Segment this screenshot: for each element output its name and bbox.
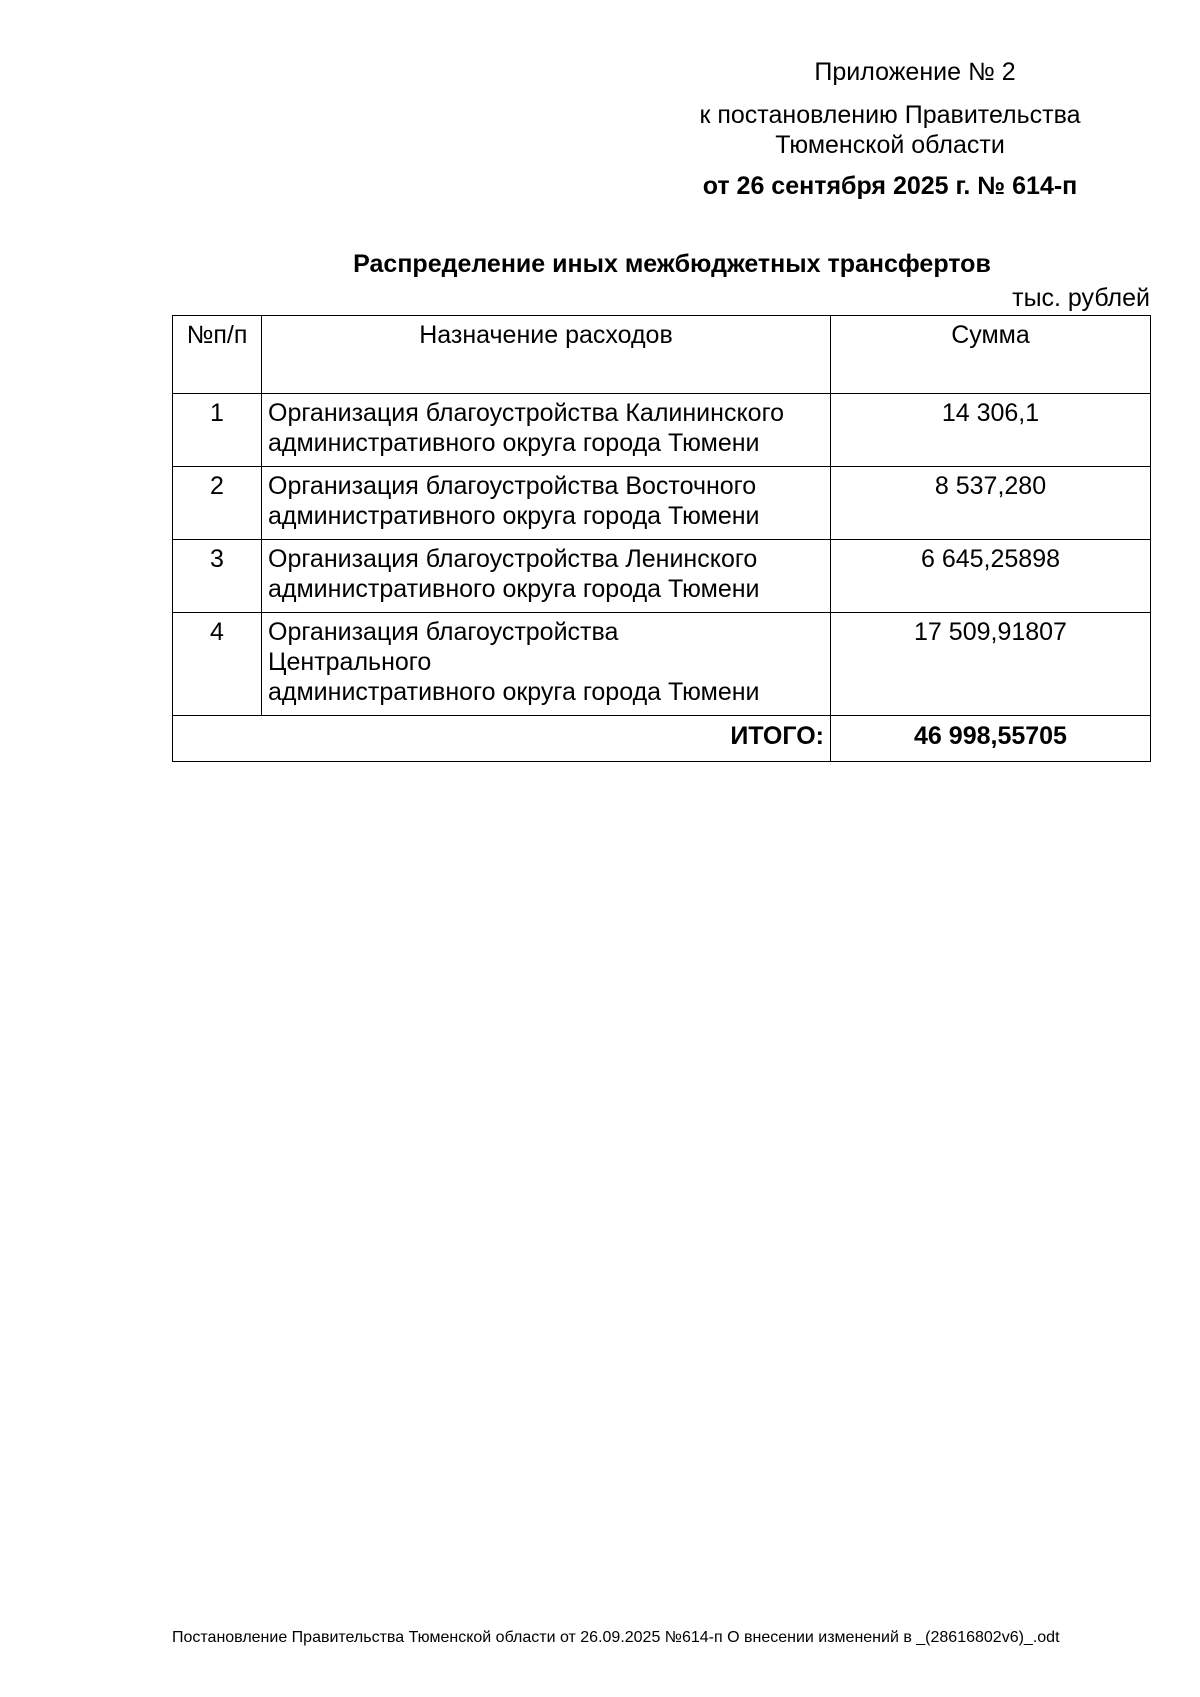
row-purpose bbox=[262, 394, 831, 467]
row-purpose-line: Организация благоустройства bbox=[268, 618, 619, 646]
row-purpose-line: Центрального bbox=[268, 648, 432, 676]
page-footer: Постановление Правительства Тюменской области от 26.09.2025 №614-п О внесении изменений в _(28616802v6)_.odt bbox=[172, 1629, 1060, 1646]
total-row bbox=[173, 716, 1151, 762]
row-purpose-line: Организация благоустройства Ленинского bbox=[268, 545, 758, 573]
units-label: тыс. рублей bbox=[1012, 284, 1150, 312]
row-sum: 14 306,1 bbox=[831, 394, 1151, 467]
decree-date: от 26 сентября 2025 г. № 614-п bbox=[702, 172, 1078, 200]
row-purpose bbox=[262, 540, 831, 613]
transfers-table bbox=[172, 315, 1151, 762]
row-purpose-line: административного округа города Тюмени bbox=[268, 678, 760, 706]
decree-reference bbox=[655, 100, 1125, 160]
row-purpose-line: Организация благоустройства Калининского bbox=[268, 399, 785, 427]
document-title: Распределение иных межбюджетных трансфертов bbox=[353, 250, 991, 278]
row-purpose bbox=[262, 467, 831, 540]
total-sum: 46 998,55705 bbox=[831, 716, 1151, 762]
row-purpose bbox=[262, 613, 831, 716]
header-purpose: Назначение расходов bbox=[262, 316, 831, 394]
table-header-row bbox=[173, 316, 1151, 394]
table-row bbox=[173, 394, 1151, 467]
table-row bbox=[173, 613, 1151, 716]
row-num: 4 bbox=[173, 613, 262, 716]
header-num: №п/п bbox=[173, 316, 262, 394]
row-sum: 8 537,280 bbox=[831, 467, 1151, 540]
row-num: 2 bbox=[173, 467, 262, 540]
row-purpose-line: административного округа города Тюмени bbox=[268, 575, 760, 603]
row-purpose-line: Организация благоустройства Восточного bbox=[268, 472, 757, 500]
row-purpose-line: административного округа города Тюмени bbox=[268, 502, 760, 530]
row-num: 3 bbox=[173, 540, 262, 613]
decree-reference-line-1: к постановлению Правительства bbox=[699, 101, 1081, 129]
row-purpose-line: административного округа города Тюмени bbox=[268, 429, 760, 457]
row-sum: 6 645,25898 bbox=[831, 540, 1151, 613]
row-num: 1 bbox=[173, 394, 262, 467]
row-sum: 17 509,91807 bbox=[831, 613, 1151, 716]
annex-label: Приложение № 2 bbox=[814, 58, 1016, 86]
decree-reference-line-2: Тюменской области bbox=[775, 131, 1005, 159]
header-sum: Сумма bbox=[831, 316, 1151, 394]
table-row bbox=[173, 467, 1151, 540]
total-label: ИТОГО: bbox=[173, 716, 831, 762]
table-row bbox=[173, 540, 1151, 613]
